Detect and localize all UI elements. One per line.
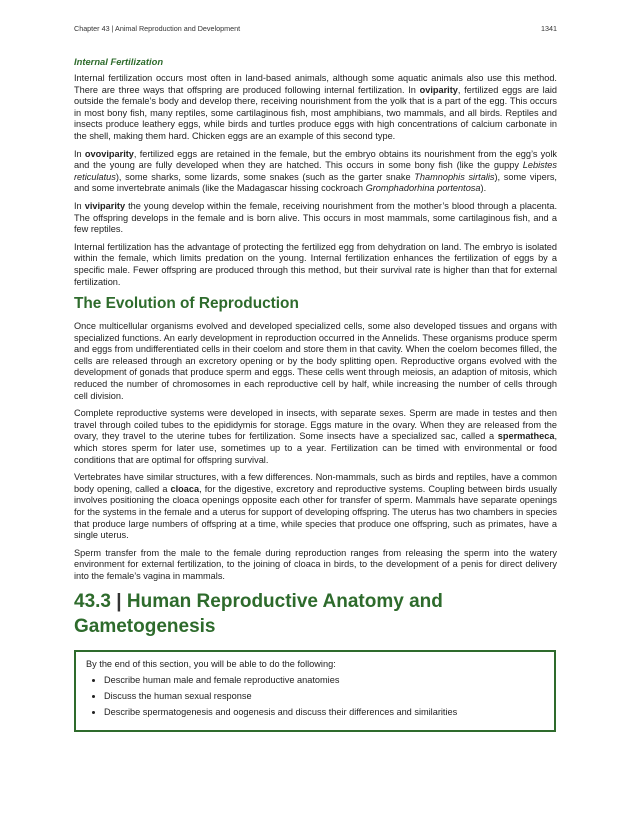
term-cloaca: cloaca <box>170 483 200 494</box>
ovoviparity-paragraph <box>74 149 557 195</box>
page-content <box>74 56 557 732</box>
section-title: Human Reproductive Anatomy and Gametogenesis <box>74 590 443 637</box>
text-run: the young develop within the female, receiving nourishment from the mother’s blood through a placenta. The offspring develops in the female and is born alive. This occurs in most mammals, some cartilaginous fish, and a few reptiles. <box>74 200 557 235</box>
internal-fertilization-heading: Internal Fertilization <box>74 56 164 67</box>
text-run: In <box>74 148 85 159</box>
section-separator: | <box>116 590 122 612</box>
text-run: , which stores sperm for later use, sometimes up to a year. Fertilization can be timed with environmental or food conditions that are optimal for offspring survival. <box>74 431 557 465</box>
text-run: , fertilized eggs are laid outside the female’s body and develop there, receiving nourishment from the yolk that is a part of the egg. This occurs in most bony fish, many reptiles, some cartilaginous fish, most amphibians, two mammals, and all birds. Reptiles and insects produce leathery eggs, while birds and turtles produce eggs with high concentrations of calcium carbonate in the shell, making them hard. Chicken eggs are an example of this second type. <box>74 84 557 141</box>
species-name: Gromphadorhina portentosa <box>365 183 481 194</box>
evolution-paragraph-3 <box>74 472 557 542</box>
chapter-title: Chapter 43 | Animal Reproduction and Development <box>74 24 241 33</box>
species-name: Lebistes reticulatus <box>74 160 557 182</box>
evolution-paragraph-2 <box>74 408 557 466</box>
text-run: ). <box>480 183 487 194</box>
objective-item: • Describe human male and female reproductive anatomies <box>104 675 544 686</box>
objective-item: • Discuss the human sexual response <box>104 691 544 702</box>
section-number: 43.3 <box>74 590 111 612</box>
evolution-heading: The Evolution of Reproduction <box>74 295 299 313</box>
section-heading <box>74 589 557 639</box>
learning-objectives-box <box>74 650 556 732</box>
text-run: Internal fertilization occurs most often in land-based animals, although some aquatic animals also use this method. There are three ways that offspring are produced following internal fertilization. In <box>74 73 557 95</box>
species-name: Thamnophis sirtalis <box>414 171 495 182</box>
text-run: , fertilized eggs are retained in the female, but the embryo obtains its nourishment from the egg’s yolk and the young are fully developed when they are hatched. This occurs in some bony fish (like the guppy <box>74 148 557 171</box>
text-run: , for the digestive, excretory and reproductive systems. Coupling between birds usually involves positioning the cloaca openings opposite each other for transfer of sperm. Mammals have separate openings for the systems in the female and a uterus for support of developing offspring. The uterus has two chambers in species that produce large numbers of offspring at a time, while species that produce one offspring, such as primates, have a single uterus. <box>74 483 558 541</box>
objective-item: • Describe spermatogenesis and oogenesis and discuss their differences and similarities <box>104 707 544 718</box>
term-viviparity: viviparity <box>84 200 126 211</box>
text-run: In <box>74 200 85 211</box>
evolution-paragraph-4: Sperm transfer from the male to the female during reproduction ranges from releasing the sperm into the watery environment for external fertilization, to the joining of cloaca in birds, to the development of a penis for direct delivery into the female’s vagina in mammals. <box>74 547 557 581</box>
term-oviparity: oviparity <box>419 84 458 95</box>
running-header <box>74 24 557 33</box>
viviparity-paragraph <box>74 201 557 236</box>
term-spermatheca: spermatheca <box>497 431 555 442</box>
term-ovoviparity: ovoviparity <box>84 148 134 159</box>
text-run: ), some vipers, and some invertebrate animals (like the Madagascar hissing cockroach <box>74 171 557 194</box>
text-run: Complete reproductive systems were developed in insects, with separate sexes. Sperm are made in testes and then travel through coiled tubes to the epididymis for storage. Eggs mature in the ovary. When they are released from the ovary, they travel to the uterine tubes for fertilization. Some insects have a specialized sac, called a <box>74 408 557 442</box>
text-run: Vertebrates have similar structures, with a few differences. Non-mammals, such as birds and reptiles, have a common body opening, called a <box>74 472 557 494</box>
objectives-list <box>86 675 544 719</box>
oviparity-paragraph <box>74 73 557 143</box>
evolution-paragraph-1: Once multicellular organisms evolved and developed specialized cells, some also developed tissues and organs with specialized functions. An early development in reproduction occurred in the Annelids. These organisms produce sperm and eggs from undifferentiated cells in their coelom and store them in that cavity. When the coelom becomes filled, the cells are released through an excretory opening or by the body splitting open. Reproductive organs evolved with the development of gonads that produce sperm and eggs. These cells went through meiosis, an adaption of mitosis, which reduced the number of chromosomes in each reproductive cell by half, while increasing the number of cells through cell division. <box>74 321 557 401</box>
internal-advantage-paragraph: Internal fertilization has the advantage of protecting the fertilized egg from dehydration on land. The embryo is isolated within the female, which limits predation on the young. Internal fertilization enhances the fertilization of eggs by a specific male. Fewer offspring are produced through this method, but their survival rate is higher than that for external fertilization. <box>74 241 557 287</box>
text-run: ), some sharks, some lizards, some snakes (such as the garter snake <box>115 171 415 182</box>
page-number: 1341 <box>541 24 557 33</box>
objectives-intro: By the end of this section, you will be able to do the following: <box>86 658 336 669</box>
